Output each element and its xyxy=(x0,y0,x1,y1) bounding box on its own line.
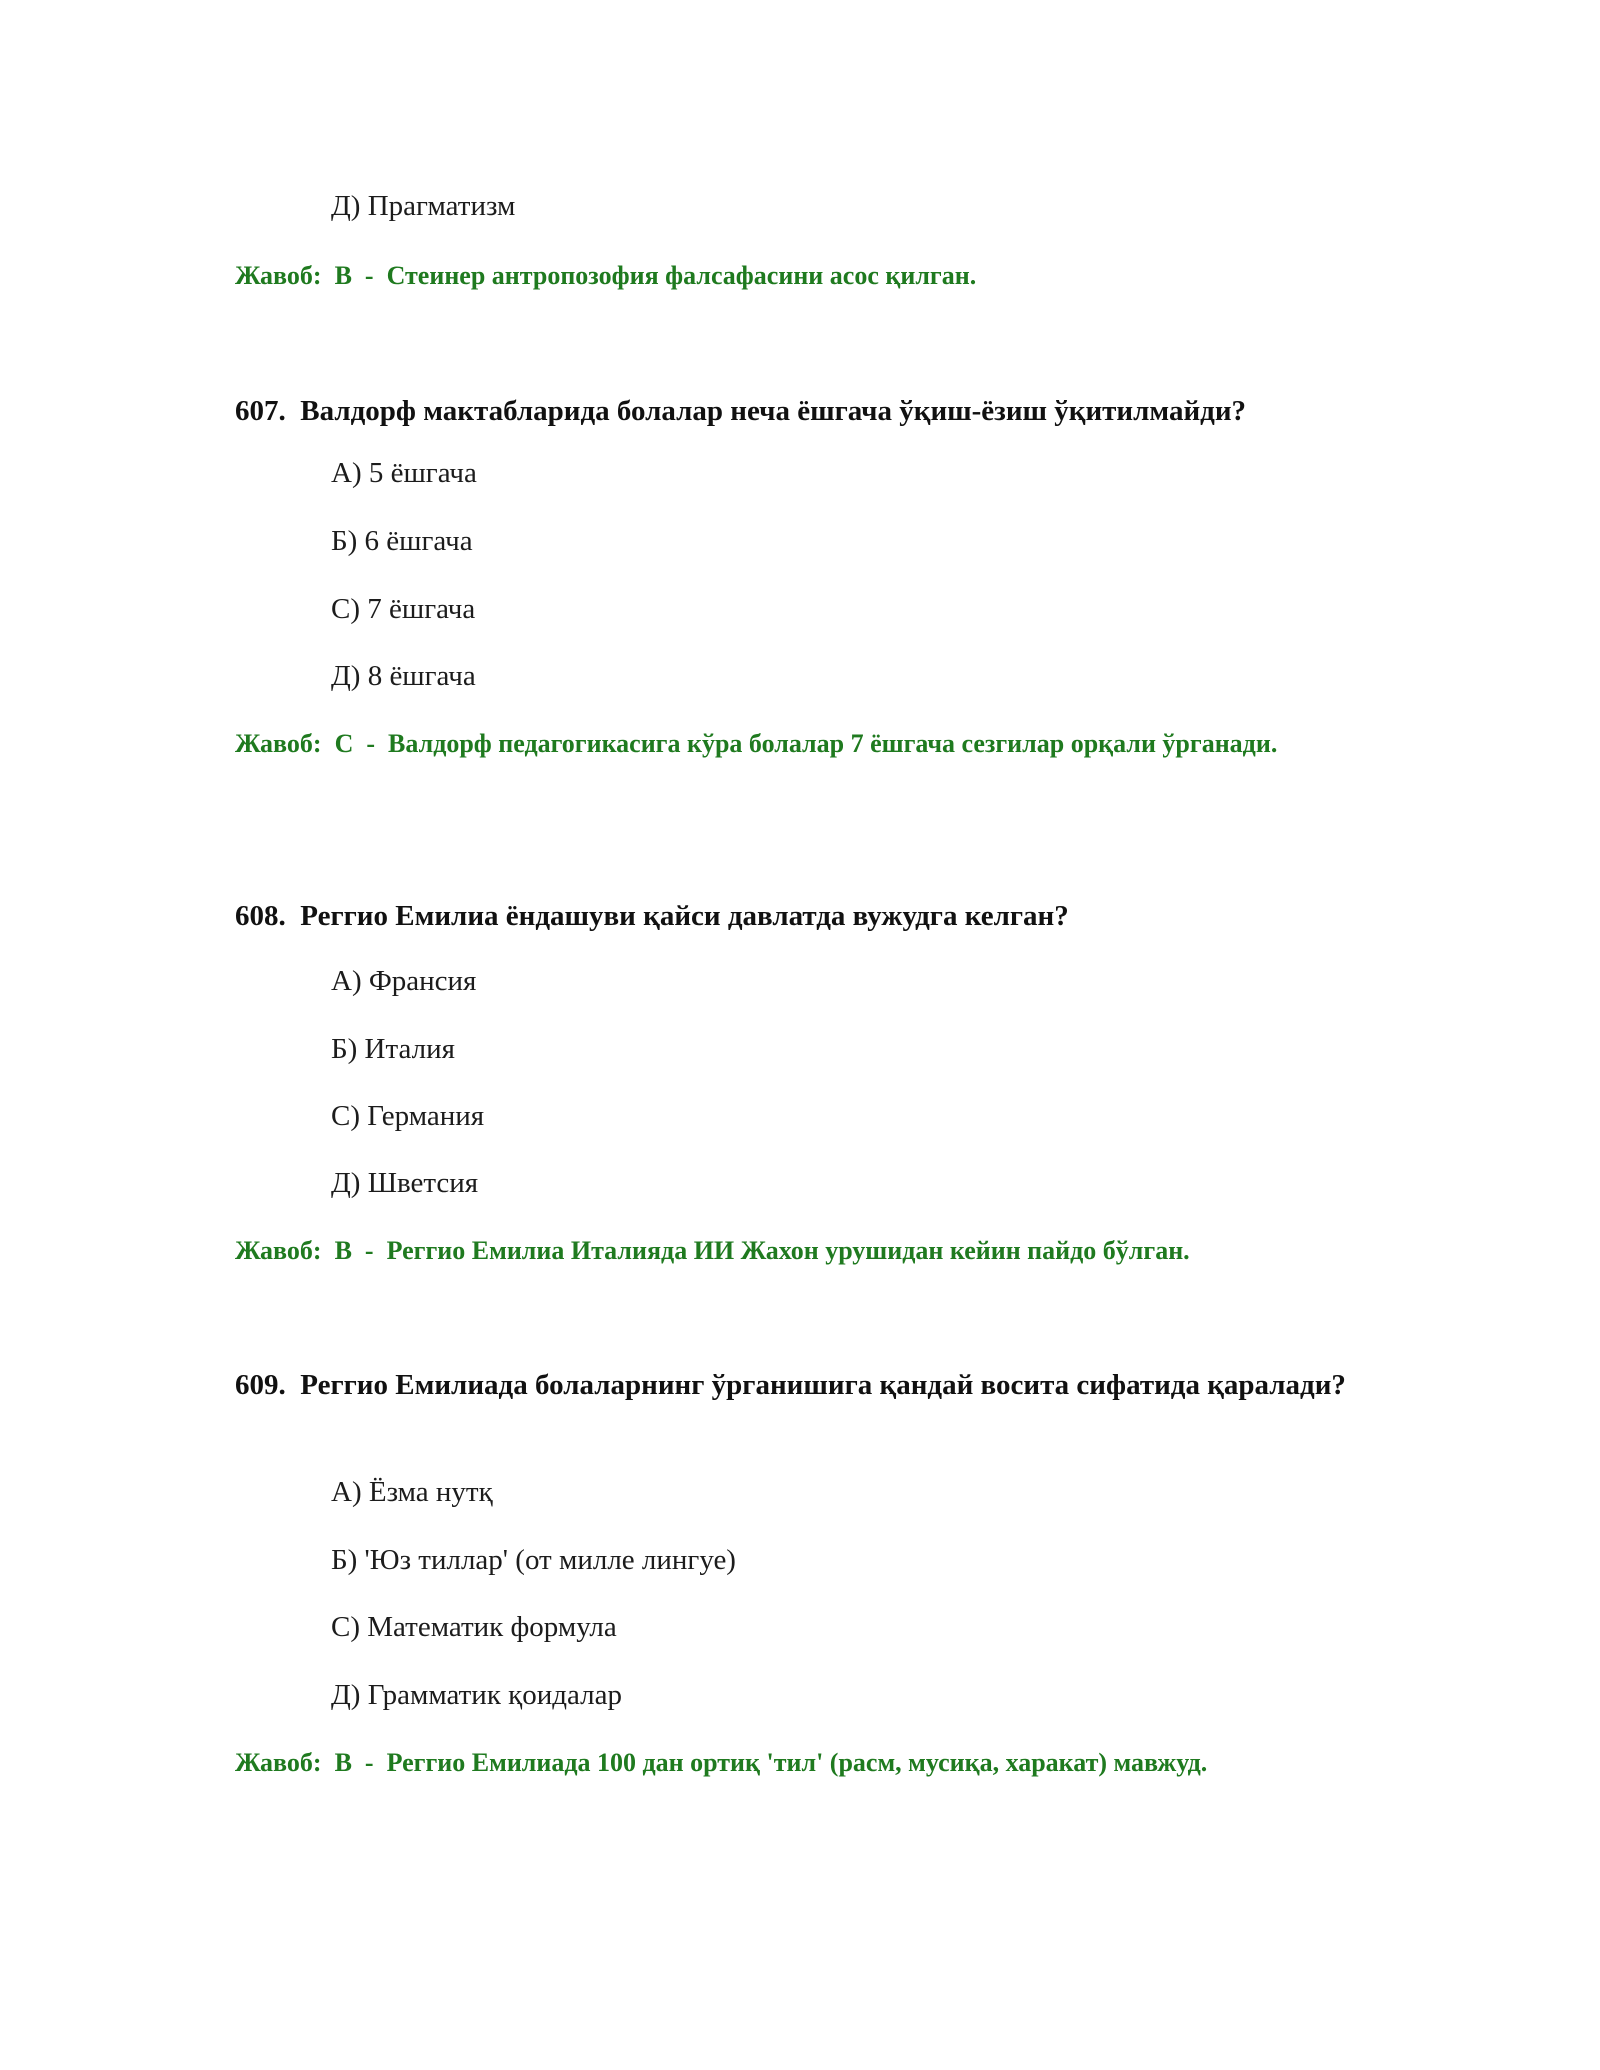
answer-text: Реггио Емилиа Италияда ИИ Жахон урушидан кейин пайдо бўлган. xyxy=(386,1236,1190,1265)
question-text: Валдорф мактабларида болалар неча ёшгача ўқиш-ёзиш ўқитилмайди? xyxy=(300,395,1247,427)
answer-line xyxy=(235,256,1365,295)
question-number: 607. xyxy=(235,395,301,427)
answer-line xyxy=(235,724,1365,763)
option-b: Б) 6 ёшгача xyxy=(331,525,473,557)
answer-label: Жавоб: В - xyxy=(235,1236,387,1265)
question-number: 609. xyxy=(235,1369,301,1401)
option-c: С) Германия xyxy=(331,1100,485,1132)
answer-text: Стеинер антропозофия фалсафасини асос қилган. xyxy=(386,261,977,290)
option-d: Д) Шветсия xyxy=(331,1167,479,1199)
question-609 xyxy=(235,1364,1365,1406)
option-b: Б) Италия xyxy=(331,1033,455,1065)
question-text: Реггио Емилиа ёндашуви қайси давлатда вужудга келган? xyxy=(300,900,1069,932)
question-number: 608. xyxy=(235,900,301,932)
answer-text: Реггио Емилиада 100 дан ортиқ 'тил' (расм, мусиқа, харакат) мавжуд. xyxy=(386,1748,1208,1777)
option-a: А) 5 ёшгача xyxy=(331,457,477,489)
option-d: Д) 8 ёшгача xyxy=(331,660,476,692)
option-b: Б) 'Юз тиллар' (от милле лингуе) xyxy=(331,1544,736,1576)
option-c: С) 7 ёшгача xyxy=(331,593,476,625)
answer-label: Жавоб: В - xyxy=(235,1748,387,1777)
question-text: Реггио Емилиада болаларнинг ўрганишига қандай восита сифатида қаралади? xyxy=(300,1369,1346,1401)
option-a: А) Франсия xyxy=(331,965,477,997)
option-d: Д) Грамматик қоидалар xyxy=(331,1679,622,1711)
answer-text: Валдорф педагогикасига кўра болалар 7 ёшгача сезгилар орқали ўрганади. xyxy=(388,729,1278,758)
answer-line xyxy=(235,1743,1365,1782)
question-607 xyxy=(235,390,1365,432)
option-d: Д) Прагматизм xyxy=(331,190,516,222)
option-c: С) Математик формула xyxy=(331,1611,617,1643)
answer-line xyxy=(235,1231,1365,1270)
answer-label: Жавоб: С - xyxy=(235,729,389,758)
answer-label: Жавоб: В - xyxy=(235,261,387,290)
option-a: А) Ёзма нутқ xyxy=(331,1476,493,1508)
question-608 xyxy=(235,895,1365,937)
